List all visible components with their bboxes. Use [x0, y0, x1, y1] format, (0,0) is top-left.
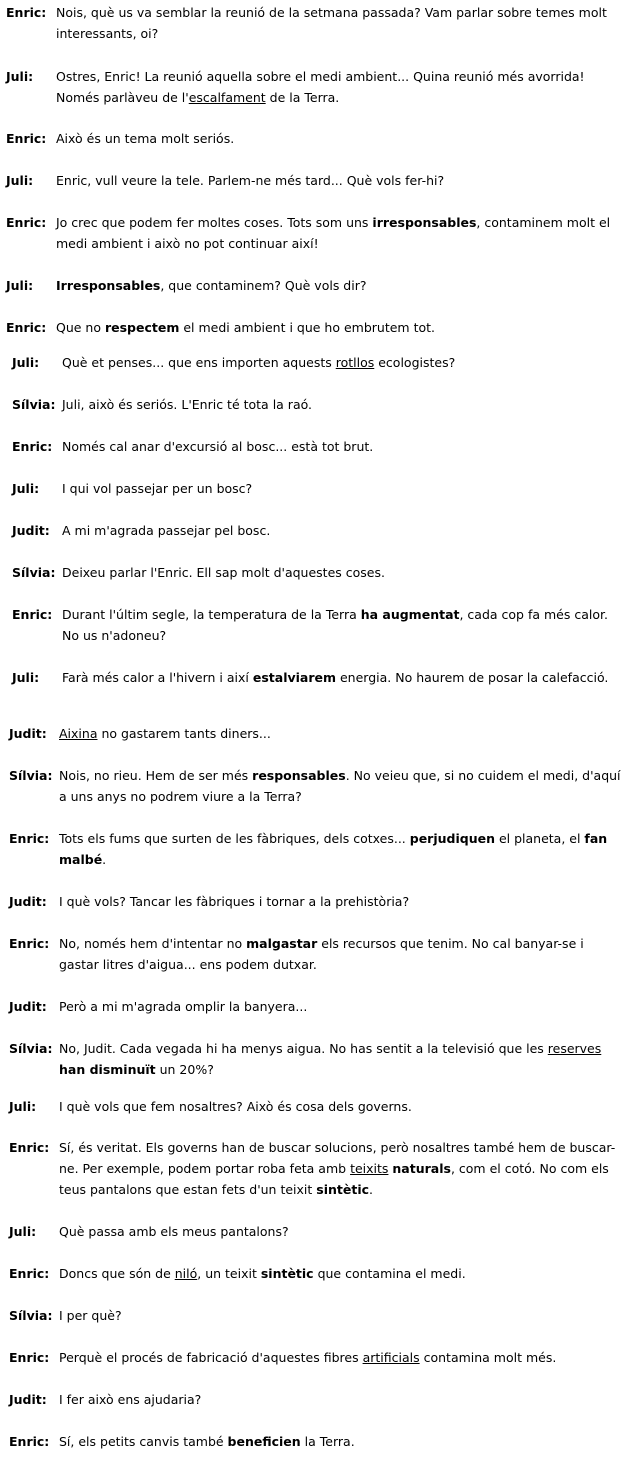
- utterance: [56, 317, 624, 338]
- utterance: [59, 1038, 624, 1080]
- utterance: [59, 1389, 624, 1410]
- speaker-name: Judit:: [9, 726, 47, 741]
- utterance-text: Que no: [56, 320, 105, 335]
- utterance: [62, 352, 624, 373]
- utterance-text: Però a mi m'agrada omplir la banyera...: [59, 999, 308, 1014]
- speaker-name: Judit:: [9, 894, 47, 909]
- speaker-name: Sílvia:: [12, 397, 56, 412]
- speaker-name: Judit:: [9, 999, 47, 1014]
- utterance: [62, 604, 624, 646]
- vocabulary-term: perjudiquen: [409, 831, 495, 846]
- utterance: [59, 828, 624, 870]
- utterance-text: energia. No haurem de posar la calefacció.: [336, 670, 609, 685]
- speaker-name: Juli:: [6, 69, 34, 84]
- vocabulary-term: responsables: [252, 768, 346, 783]
- utterance: [59, 1137, 624, 1200]
- glossary-word: reserves: [547, 1041, 602, 1056]
- utterance: [56, 66, 624, 108]
- speaker-name: Enric:: [9, 831, 50, 846]
- vocabulary-term: sintètic: [316, 1182, 370, 1197]
- utterance-text: . No veieu que, si no cuidem el medi, d'aquí a uns anys no podrem viure a la Terra?: [59, 768, 621, 804]
- utterance-text: I què vols que fem nosaltres? Això és cosa dels governs.: [59, 1099, 412, 1114]
- utterance-text: , contaminem molt el medi ambient i això no pot continuar així!: [56, 215, 611, 251]
- utterance: [56, 170, 624, 191]
- utterance-text: .: [369, 1182, 373, 1197]
- glossary-word: teixits: [350, 1161, 389, 1176]
- vocabulary-term: respectem: [104, 320, 180, 335]
- utterance-text: el medi ambient i que ho embrutem tot.: [179, 320, 436, 335]
- speaker-name: Enric:: [6, 5, 47, 20]
- utterance: [62, 394, 624, 415]
- utterance: [59, 1263, 624, 1284]
- utterance: [62, 562, 624, 583]
- vocabulary-term: fan malbé: [59, 831, 608, 867]
- utterance-text: Ostres, Enric! La reunió aquella sobre el medi ambient... Quina reunió més avorrida! Només parlàveu de l': [56, 69, 585, 105]
- utterance-text: No, Judit. Cada vegada hi ha menys aigua. No has sentit a la televisió que les: [59, 1041, 548, 1056]
- utterance: [62, 520, 624, 541]
- utterance-text: de la Terra.: [265, 90, 340, 105]
- vocabulary-term: irresponsables: [372, 215, 477, 230]
- speaker-name: Judit:: [12, 523, 50, 538]
- utterance-text: Durant l'últim segle, la temperatura de la Terra: [62, 607, 361, 622]
- glossary-word: artificials: [362, 1350, 420, 1365]
- utterance: [62, 667, 624, 688]
- vocabulary-term: han disminuït: [59, 1062, 156, 1077]
- utterance-text: Doncs que són de: [59, 1266, 175, 1281]
- speaker-name: Juli:: [9, 1224, 37, 1239]
- utterance-text: I què vols? Tancar les fàbriques i tornar a la prehistòria?: [59, 894, 410, 909]
- utterance-text: , un teixit: [197, 1266, 261, 1281]
- utterance: [56, 128, 624, 149]
- speaker-name: Sílvia:: [12, 565, 56, 580]
- utterance-text: Juli, això és seriós. L'Enric té tota la raó.: [62, 397, 312, 412]
- vocabulary-term: estalviarem: [252, 670, 337, 685]
- speaker-name: Enric:: [9, 936, 50, 951]
- speaker-name: Enric:: [6, 320, 47, 335]
- utterance-text: no gastarem tants diners...: [97, 726, 271, 741]
- utterance-text: Sí, els petits canvis també: [59, 1434, 228, 1449]
- speaker-name: Juli:: [6, 278, 34, 293]
- utterance-text: contamina molt més.: [419, 1350, 557, 1365]
- speaker-name: Sílvia:: [9, 1041, 53, 1056]
- utterance: [56, 275, 624, 296]
- utterance: [62, 478, 624, 499]
- utterance-text: un 20%?: [155, 1062, 214, 1077]
- utterance-text: Deixeu parlar l'Enric. Ell sap molt d'aquestes coses.: [62, 565, 385, 580]
- utterance: [59, 1305, 624, 1326]
- utterance: [56, 2, 624, 44]
- utterance-text: que contamina el medi.: [313, 1266, 466, 1281]
- utterance-text: No, només hem d'intentar no: [59, 936, 247, 951]
- glossary-word: escalfament: [188, 90, 266, 105]
- utterance-text: , com el cotó. No com els teus pantalons que estan fets d'un teixit: [59, 1161, 609, 1197]
- speaker-name: Juli:: [6, 173, 34, 188]
- vocabulary-term: naturals: [392, 1161, 451, 1176]
- utterance-text: Només cal anar d'excursió al bosc... està tot brut.: [62, 439, 374, 454]
- utterance-text: , cada cop fa més calor. No us n'adoneu?: [62, 607, 608, 643]
- utterance-text: Farà més calor a l'hivern i així: [62, 670, 253, 685]
- speaker-name: Enric:: [9, 1140, 50, 1155]
- vocabulary-term: malgastar: [246, 936, 318, 951]
- utterance-text: Jo crec que podem fer moltes coses. Tots som uns: [56, 215, 373, 230]
- utterance: [59, 1096, 624, 1117]
- utterance-text: I per què?: [59, 1308, 122, 1323]
- glossary-word: rotllos: [335, 355, 375, 370]
- speaker-name: Judit:: [9, 1392, 47, 1407]
- vocabulary-term: beneficien: [227, 1434, 301, 1449]
- speaker-name: Sílvia:: [9, 768, 53, 783]
- speaker-name: Sílvia:: [9, 1308, 53, 1323]
- speaker-name: Enric:: [6, 215, 47, 230]
- utterance-text: , que contaminem? Què vols dir?: [160, 278, 367, 293]
- utterance-text: Què passa amb els meus pantalons?: [59, 1224, 289, 1239]
- utterance: [59, 765, 624, 807]
- utterance: [59, 933, 624, 975]
- utterance-text: Tots els fums que surten de les fàbriques, dels cotxes...: [59, 831, 410, 846]
- utterance: [59, 891, 624, 912]
- vocabulary-term: sintètic: [260, 1266, 314, 1281]
- speaker-name: Juli:: [12, 481, 40, 496]
- speaker-name: Enric:: [9, 1350, 50, 1365]
- utterance-text: I fer això ens ajudaria?: [59, 1392, 202, 1407]
- glossary-word: niló: [174, 1266, 198, 1281]
- utterance-text: Això és un tema molt seriós.: [56, 131, 235, 146]
- speaker-name: Enric:: [12, 607, 53, 622]
- speaker-name: Enric:: [9, 1266, 50, 1281]
- vocabulary-term: ha augmentat: [360, 607, 460, 622]
- speaker-name: Juli:: [12, 670, 40, 685]
- utterance-text: A mi m'agrada passejar pel bosc.: [62, 523, 271, 538]
- utterance: [56, 212, 624, 254]
- utterance-text: Perquè el procés de fabricació d'aquestes fibres: [59, 1350, 363, 1365]
- utterance-text: els recursos que tenim. No cal banyar-se i gastar litres d'aigua... ens podem dutxar.: [59, 936, 584, 972]
- utterance: [59, 1431, 624, 1452]
- utterance-text: .: [102, 852, 107, 867]
- utterance: [59, 1347, 624, 1368]
- utterance-text: Què et penses... que ens importen aquests: [62, 355, 336, 370]
- utterance: [62, 436, 624, 457]
- vocabulary-term: Irresponsables: [56, 278, 161, 293]
- utterance-text: Enric, vull veure la tele. Parlem-ne més tard... Què vols fer-hi?: [56, 173, 445, 188]
- speaker-name: Enric:: [6, 131, 47, 146]
- utterance: [59, 723, 624, 744]
- speaker-name: Juli:: [9, 1099, 37, 1114]
- utterance-text: Nois, no rieu. Hem de ser més: [59, 768, 253, 783]
- utterance-text: ecologistes?: [374, 355, 456, 370]
- speaker-name: Enric:: [9, 1434, 50, 1449]
- speaker-name: Enric:: [12, 439, 53, 454]
- speaker-name: Juli:: [12, 355, 40, 370]
- glossary-word: Aixina: [59, 726, 98, 741]
- utterance-text: Sí, és veritat. Els governs han de buscar solucions, però nosaltres també hem de buscar-ne. Per exemple, podem portar roba feta amb: [59, 1140, 616, 1176]
- utterance-text: Nois, què us va semblar la reunió de la setmana passada? Vam parlar sobre temes molt interessants, oi?: [56, 5, 607, 41]
- utterance-text: el planeta, el: [494, 831, 585, 846]
- utterance: [59, 996, 624, 1017]
- utterance-text: I qui vol passejar per un bosc?: [62, 481, 253, 496]
- utterance-text: la Terra.: [300, 1434, 355, 1449]
- utterance: [59, 1221, 624, 1242]
